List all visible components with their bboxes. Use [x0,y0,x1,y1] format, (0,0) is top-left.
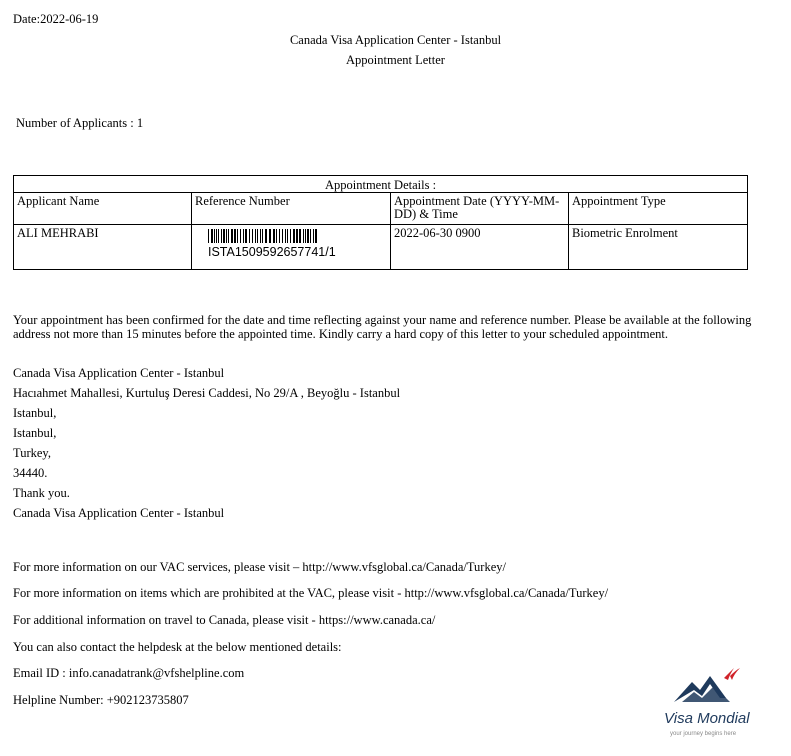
barcode-bar [249,229,250,243]
confirmation-paragraph: Your appointment has been confirmed for the date and time reflecting against your name and reference number. Please be available at the following address not more than 15 minutes before the appointed time. Kindly carry a hard copy of this letter to your scheduled appointment. [13,313,752,341]
appointment-type-cell: Biometric Enrolment [569,225,748,270]
column-header-appointment-type: Appointment Type [569,193,748,225]
barcode-bar [303,229,304,243]
barcode-bar [273,229,275,243]
logo-wordmark: Visa Mondial [664,710,750,727]
barcode-bar [315,229,317,243]
thank-you-text: Thank you. [13,486,70,500]
barcode-icon [208,229,320,243]
barcode-bar [269,229,271,243]
address-postal-code: 34440. [13,466,48,480]
mountain-logo-icon [664,662,764,742]
barcode-bar [226,229,227,243]
barcode-bar [296,229,298,243]
barcode-bar [313,229,314,243]
logo-tagline: your journey begins here [670,731,737,737]
barcode-bar [214,229,215,243]
reference-number-cell [192,225,391,270]
helpline-info: Helpline Number: +902123735807 [13,693,189,707]
signoff-text: Canada Visa Application Center - Istanbul [13,506,225,520]
barcode-bar [257,229,258,243]
address-center-name: Canada Visa Application Center - Istanbul [13,366,225,380]
appointment-details-table [13,175,748,270]
appointment-datetime-cell: 2022-06-30 0900 [391,225,569,270]
barcode-bar [223,229,225,243]
barcode-bar [218,229,219,243]
center-name-heading: Canada Visa Application Center - Istanbul [289,33,502,47]
barcode-bar [260,229,261,243]
applicants-count: Number of Applicants : 1 [16,116,144,130]
vac-services-info: For more information on our VAC services, please visit – http://www.vfsglobal.ca/Canada/Turkey/ [13,560,506,574]
column-header-reference-number: Reference Number [192,193,391,225]
barcode-bar [290,229,291,243]
prohibited-items-info: For more information on items which are prohibited at the VAC, please visit - http://www.vfsglobal.ca/Canada/Turkey/ [13,586,609,600]
barcode-bar [282,229,283,243]
barcode-bar [299,229,301,243]
barcode-bar [265,229,267,243]
reference-number-text: ISTA1509592657741/1 [208,245,336,259]
barcode-bar [276,229,277,243]
barcode-bar [228,229,229,243]
column-header-applicant-name: Applicant Name [14,193,192,225]
barcode-bar [293,229,295,243]
barcode-bar [216,229,217,243]
barcode-bar [240,229,241,243]
barcode-bar [279,229,280,243]
address-country: Turkey, [13,446,51,460]
barcode-bar [285,229,286,243]
email-info: Email ID : info.canadatrank@vfshelpline.com [13,666,245,680]
letter-date: Date:2022-06-19 [13,12,99,26]
barcode-bar [243,229,244,243]
table-caption: Appointment Details : [14,176,748,193]
barcode-bar [262,229,263,243]
address-province: Istanbul, [13,426,57,440]
barcode-bar [211,229,213,243]
barcode-bar [287,229,288,243]
barcode-bar [245,229,247,243]
column-header-appointment-date: Appointment Date (YYYY-MM-DD) & Time [391,193,569,225]
barcode-bar [252,229,253,243]
visa-mondial-logo [664,662,764,742]
letter-title: Appointment Letter [346,53,445,67]
helpdesk-info: You can also contact the helpdesk at the below mentioned details: [13,640,342,654]
table-row [14,225,748,270]
address-city: Istanbul, [13,406,57,420]
table-header-row [14,193,748,225]
barcode-bar [221,229,222,243]
barcode-bar [208,229,209,243]
barcode-bar [234,229,236,243]
barcode-bar [305,229,306,243]
barcode-bar [237,229,238,243]
travel-info: For additional information on travel to Canada, please visit - https://www.canada.ca/ [13,613,436,627]
barcode-bar [231,229,233,243]
address-street: Hacıahmet Mahallesi, Kurtuluş Deresi Caddesi, No 29/A , Beyoğlu - Istanbul [13,386,401,400]
barcode-bar [307,229,309,243]
barcode-bar [255,229,256,243]
barcode-bar [310,229,311,243]
applicant-name-cell: ALI MEHRABI [14,225,192,270]
